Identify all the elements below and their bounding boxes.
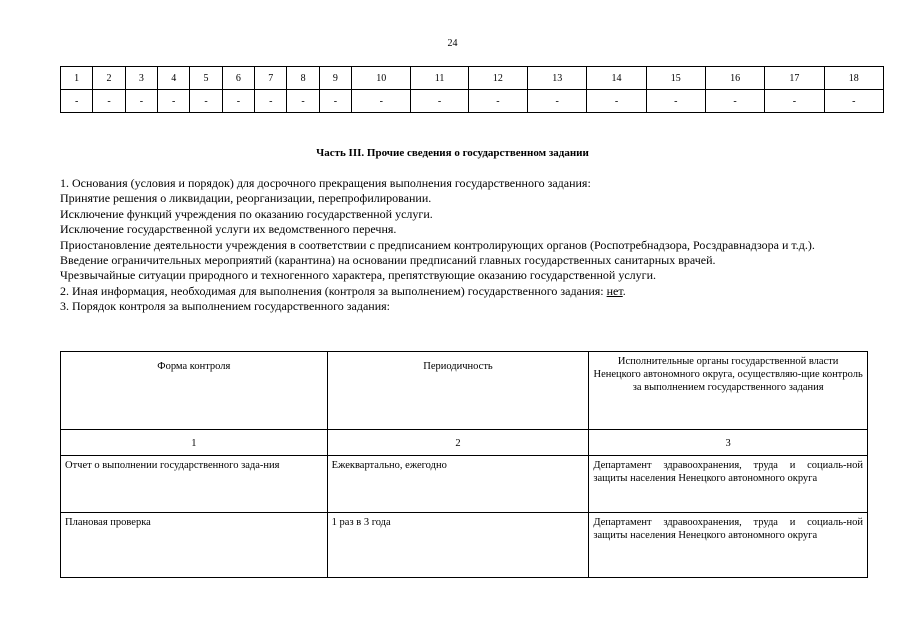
indicator-header-cell: 18 <box>824 67 883 90</box>
indicator-value-cell: - <box>255 90 287 113</box>
indicator-value-cell: - <box>468 90 527 113</box>
indicator-value-cell: - <box>587 90 646 113</box>
control-header-period: Периодичность <box>327 352 589 430</box>
indicator-value-cell: - <box>190 90 222 113</box>
indicator-header-cell: 15 <box>646 67 705 90</box>
control-number-cell: 1 <box>61 430 328 456</box>
control-period-cell: 1 раз в 3 года <box>327 513 589 578</box>
indicator-header-cell: 4 <box>158 67 190 90</box>
indicator-header-cell: 9 <box>319 67 351 90</box>
indicator-value-cell: - <box>765 90 824 113</box>
other-info-suffix: . <box>622 283 626 298</box>
indicator-value-cell: - <box>705 90 764 113</box>
indicator-value-cell: - <box>646 90 705 113</box>
indicator-value-cell: - <box>158 90 190 113</box>
indicator-header-cell: 5 <box>190 67 222 90</box>
control-number-cell: 2 <box>327 430 589 456</box>
control-table <box>60 351 868 578</box>
indicator-header-cell: 11 <box>411 67 468 90</box>
section-title: Часть III. Прочие сведения о государственном задании <box>316 147 589 159</box>
indicator-header-cell: 1 <box>61 67 93 90</box>
indicator-value-cell: - <box>528 90 587 113</box>
indicator-value-cell: - <box>411 90 468 113</box>
control-header-authority: Исполнительные органы государственной власти Ненецкого автономного округа, осуществляю-щие контроль за выполнением государственного задания <box>589 352 868 430</box>
control-period-cell: Ежеквартально, ежегодно <box>327 456 589 513</box>
indicator-header-cell: 14 <box>587 67 646 90</box>
paragraph: Исключение функций учреждения по оказанию государственной услуги. <box>60 206 433 221</box>
other-info-text: 2. Иная информация, необходимая для выполнения (контроля за выполнением) государственного задания: <box>60 283 607 298</box>
control-header-form: Форма контроля <box>61 352 328 430</box>
control-form-cell: Плановая проверка <box>61 513 328 578</box>
section-body <box>60 176 880 315</box>
paragraph: Введение ограничительных мероприятий (карантина) на основании предписаний главных государственных санитарных врачей. <box>60 253 716 268</box>
indicator-header-cell: 16 <box>705 67 764 90</box>
paragraph-control-order: 3. Порядок контроля за выполнением государственного задания: <box>60 299 390 314</box>
indicator-header-row <box>61 67 884 90</box>
control-authority-cell: Департамент здравоохранения, труда и социаль-ной защиты населения Ненецкого автономного округа <box>589 456 868 513</box>
indicator-header-cell: 7 <box>255 67 287 90</box>
paragraph: Исключение государственной услуги их ведомственного перечня. <box>60 222 397 237</box>
indicator-header-cell: 12 <box>468 67 527 90</box>
indicator-header-cell: 17 <box>765 67 824 90</box>
control-form-cell: Отчет о выполнении государственного зада-ния <box>61 456 328 513</box>
page-number: 24 <box>447 38 458 49</box>
indicator-header-cell: 13 <box>528 67 587 90</box>
indicator-value-cell: - <box>824 90 883 113</box>
control-authority-cell: Департамент здравоохранения, труда и социаль-ной защиты населения Ненецкого автономного округа <box>589 513 868 578</box>
indicator-value-cell: - <box>222 90 254 113</box>
indicator-value-cell: - <box>93 90 125 113</box>
paragraph: Чрезвычайные ситуации природного и техногенного характера, препятствующие оказанию государственной услуги. <box>60 268 657 283</box>
indicator-header-cell: 3 <box>125 67 157 90</box>
indicator-header-cell: 10 <box>352 67 411 90</box>
indicator-value-cell: - <box>125 90 157 113</box>
paragraph: 1. Основания (условия и порядок) для досрочного прекращения выполнения государственного задания: <box>60 176 591 190</box>
paragraph-other-info <box>60 284 880 299</box>
indicator-value-row <box>61 90 884 113</box>
control-number-row <box>61 430 868 456</box>
indicator-header-cell: 2 <box>93 67 125 90</box>
control-number-cell: 3 <box>589 430 868 456</box>
indicator-value-cell: - <box>352 90 411 113</box>
control-header-row <box>61 352 868 430</box>
paragraph: Приостановление деятельности учреждения в соответствии с предписанием контролирующих органов (Роспотребнадзора, Росздравнадзора и т.д.). <box>60 237 815 252</box>
indicator-value-cell: - <box>319 90 351 113</box>
indicator-value-cell: - <box>61 90 93 113</box>
indicator-header-cell: 6 <box>222 67 254 90</box>
table-row <box>61 456 868 513</box>
indicator-table <box>60 66 884 113</box>
other-info-value: нет <box>606 283 623 298</box>
paragraph: Принятие решения о ликвидации, реорганизации, перепрофилировании. <box>60 191 432 206</box>
table-row <box>61 513 868 578</box>
indicator-header-cell: 8 <box>287 67 319 90</box>
indicator-value-cell: - <box>287 90 319 113</box>
